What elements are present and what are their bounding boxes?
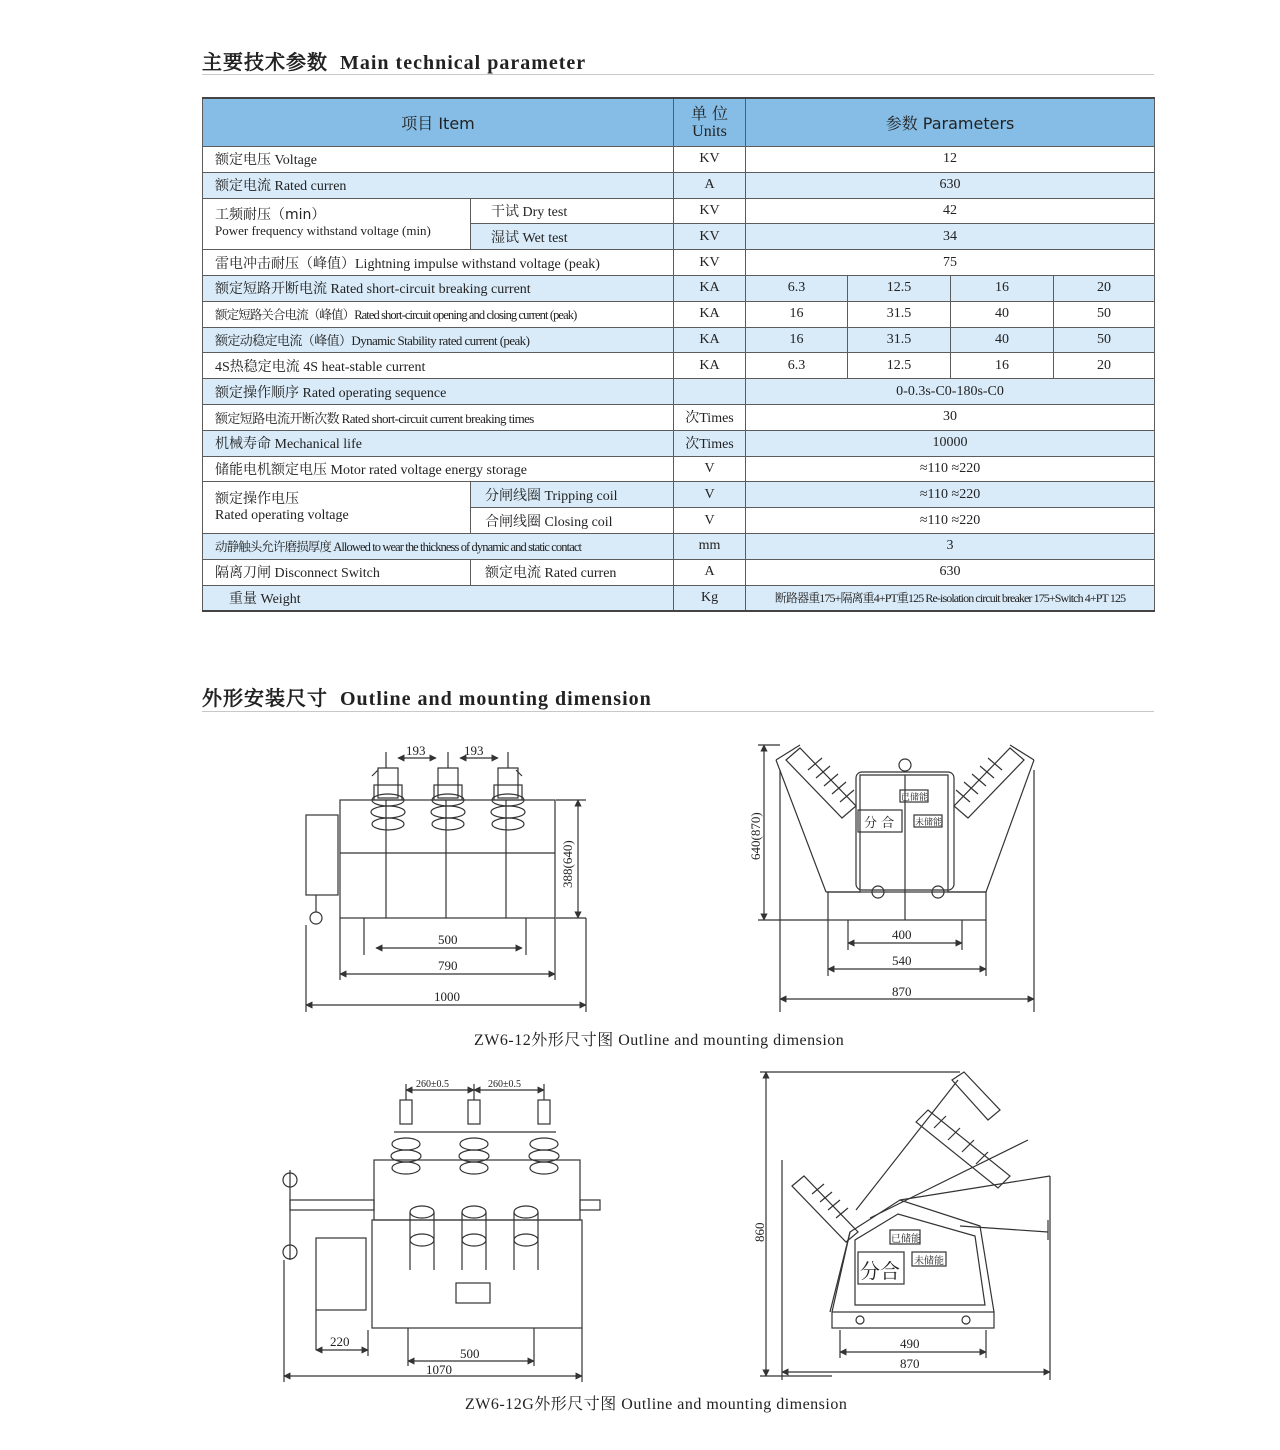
insulator-right bbox=[954, 748, 1024, 818]
row-value: 34 bbox=[746, 224, 1155, 250]
row-unit: V bbox=[674, 482, 746, 508]
header-item: 项目 Item bbox=[203, 98, 674, 147]
pole-3 bbox=[514, 1100, 559, 1270]
row-value: 40 bbox=[951, 301, 1054, 327]
row-item: 额定操作顺序 Rated operating sequence bbox=[203, 379, 674, 405]
row-value: 16 bbox=[746, 301, 848, 327]
dimension-labels bbox=[330, 743, 944, 1377]
row-value: 630 bbox=[746, 172, 1155, 198]
section-title-en: Main technical parameter bbox=[340, 52, 587, 74]
row-subitem: 湿试 Wet test bbox=[471, 224, 674, 250]
row-item: 雷电冲击耐压（峰值）Lightning impulse withstand voltage (peak) bbox=[203, 250, 674, 276]
row-value: 0-0.3s-C0-180s-C0 bbox=[746, 379, 1155, 405]
row-unit: KV bbox=[674, 147, 746, 173]
row-item: 动静触头允许磨损厚度 Allowed to wear the thickness of dynamic and static contact bbox=[203, 533, 674, 559]
row-item: 额定短路电流开断次数 Rated short-circuit current breaking times bbox=[203, 404, 674, 430]
label-fenhe: 分 合 bbox=[864, 816, 895, 831]
row-value: 30 bbox=[746, 404, 1155, 430]
dim-1070: 1070 bbox=[426, 1362, 452, 1377]
figure-caption-1: ZW6-12外形尺寸图 Outline and mounting dimension bbox=[474, 1032, 845, 1049]
dim-193b: 193 bbox=[464, 743, 484, 758]
row-value: 50 bbox=[1054, 327, 1155, 353]
fig1-side-view bbox=[758, 745, 1034, 1012]
dim-193a: 193 bbox=[406, 743, 426, 758]
row-value: 42 bbox=[746, 198, 1155, 224]
section-title-zh: 外形安装尺寸 bbox=[202, 686, 328, 710]
row-unit: KA bbox=[674, 327, 746, 353]
row-value: 50 bbox=[1054, 301, 1155, 327]
row-item: 额定动稳定电流（峰值）Dynamic Stability rated current (peak) bbox=[203, 327, 674, 353]
row-item: 隔离刀闸 Disconnect Switch bbox=[203, 559, 471, 585]
row-value: 16 bbox=[746, 327, 848, 353]
row-value: 12.5 bbox=[848, 353, 951, 379]
row-item: 额定短路关合电流（峰值）Rated short-circuit opening and closing current (peak) bbox=[203, 301, 674, 327]
row-unit: V bbox=[674, 508, 746, 534]
pole-3 bbox=[491, 768, 525, 830]
row-item: 机械寿命 Mechanical life bbox=[203, 430, 674, 456]
row-unit: Kg bbox=[674, 585, 746, 611]
row-unit: KA bbox=[674, 301, 746, 327]
row-item: 重量 Weight bbox=[203, 585, 674, 611]
row-subitem: 额定电流 Rated curren bbox=[471, 559, 674, 585]
row-unit: 次Times bbox=[674, 404, 746, 430]
row-value: 断路器重175+隔离重4+PT重125 Re-isolation circuit breaker 175+Switch 4+PT 125 bbox=[746, 585, 1155, 611]
row-subitem: 合闸线圈 Closing coil bbox=[471, 508, 674, 534]
pole-2 bbox=[459, 1100, 489, 1270]
row-unit: KA bbox=[674, 353, 746, 379]
pole-1 bbox=[391, 1100, 434, 1270]
figure-caption-2: ZW6-12G外形尺寸图 Outline and mounting dimension bbox=[465, 1396, 848, 1413]
row-value: 75 bbox=[746, 250, 1155, 276]
row-value: 12.5 bbox=[848, 275, 951, 301]
dim-870: 870 bbox=[892, 984, 912, 999]
row-value: 630 bbox=[746, 559, 1155, 585]
section-title-zh: 主要技术参数 bbox=[202, 50, 328, 74]
row-item: 额定操作电压 Rated operating voltage bbox=[203, 482, 471, 534]
label-weichuneng: 未储能 bbox=[914, 1256, 944, 1267]
fig2-side-view bbox=[760, 1072, 1050, 1380]
row-item: 额定电流 Rated curren bbox=[203, 172, 674, 198]
row-value: 16 bbox=[951, 353, 1054, 379]
dim-540: 540 bbox=[892, 953, 912, 968]
insulator-left bbox=[792, 1176, 858, 1242]
row-value: 12 bbox=[746, 147, 1155, 173]
row-subitem: 分闸线圈 Tripping coil bbox=[471, 482, 674, 508]
row-item: 额定短路开断电流 Rated short-circuit breaking current bbox=[203, 275, 674, 301]
pole-2 bbox=[431, 768, 465, 830]
row-unit: A bbox=[674, 559, 746, 585]
dim-860: 860 bbox=[752, 1222, 767, 1242]
dim-640: 640(870) bbox=[748, 812, 763, 860]
dim-220: 220 bbox=[330, 1334, 350, 1349]
row-value: 20 bbox=[1054, 275, 1155, 301]
row-unit: A bbox=[674, 172, 746, 198]
row-unit: KA bbox=[674, 275, 746, 301]
row-value: 6.3 bbox=[746, 353, 848, 379]
row-value: 6.3 bbox=[746, 275, 848, 301]
insulator-upper bbox=[916, 1072, 1010, 1188]
pole-1 bbox=[371, 768, 405, 830]
row-value: 10000 bbox=[746, 430, 1155, 456]
row-value: ≈110 ≈220 bbox=[746, 508, 1155, 534]
row-item: 额定电压 Voltage bbox=[203, 147, 674, 173]
dim-400: 400 bbox=[892, 927, 912, 942]
row-unit: 次Times bbox=[674, 430, 746, 456]
row-unit: KV bbox=[674, 224, 746, 250]
label-fenhe: 分合 bbox=[860, 1259, 900, 1283]
row-item: 工频耐压（min） Power frequency withstand voltage (min) bbox=[203, 198, 471, 250]
row-value: 16 bbox=[951, 275, 1054, 301]
dim-500: 500 bbox=[438, 932, 458, 947]
row-item: 储能电机额定电压 Motor rated voltage energy storage bbox=[203, 456, 674, 482]
label-yichuneng: 已储能 bbox=[901, 793, 929, 803]
row-unit: V bbox=[674, 456, 746, 482]
dim-1000: 1000 bbox=[434, 989, 460, 1004]
row-unit: KV bbox=[674, 250, 746, 276]
row-unit: KV bbox=[674, 198, 746, 224]
dim-500: 500 bbox=[460, 1346, 480, 1361]
label-yichuneng: 已储能 bbox=[891, 1234, 921, 1245]
section-title-en: Outline and mounting dimension bbox=[340, 688, 652, 710]
dim-490: 490 bbox=[900, 1336, 920, 1351]
row-unit: mm bbox=[674, 533, 746, 559]
row-value: 40 bbox=[951, 327, 1054, 353]
dim-388: 388(640) bbox=[560, 840, 575, 888]
header-units: 单 位 Units bbox=[674, 98, 746, 147]
fig1-front-view bbox=[306, 752, 586, 1012]
label-weichuneng: 未储能 bbox=[915, 818, 943, 828]
row-item: 4S热稳定电流 4S heat-stable current bbox=[203, 353, 674, 379]
header-parameters: 参数 Parameters bbox=[746, 98, 1155, 147]
dim-790: 790 bbox=[438, 958, 458, 973]
row-value: ≈110 ≈220 bbox=[746, 482, 1155, 508]
row-value: ≈110 ≈220 bbox=[746, 456, 1155, 482]
row-value: 20 bbox=[1054, 353, 1155, 379]
dim-870: 870 bbox=[900, 1356, 920, 1371]
row-value: 31.5 bbox=[848, 301, 951, 327]
insulator-left bbox=[786, 748, 856, 818]
dim-260b: 260±0.5 bbox=[488, 1079, 521, 1090]
row-value: 3 bbox=[746, 533, 1155, 559]
row-subitem: 干试 Dry test bbox=[471, 198, 674, 224]
row-value: 31.5 bbox=[848, 327, 951, 353]
dim-260a: 260±0.5 bbox=[416, 1079, 449, 1090]
